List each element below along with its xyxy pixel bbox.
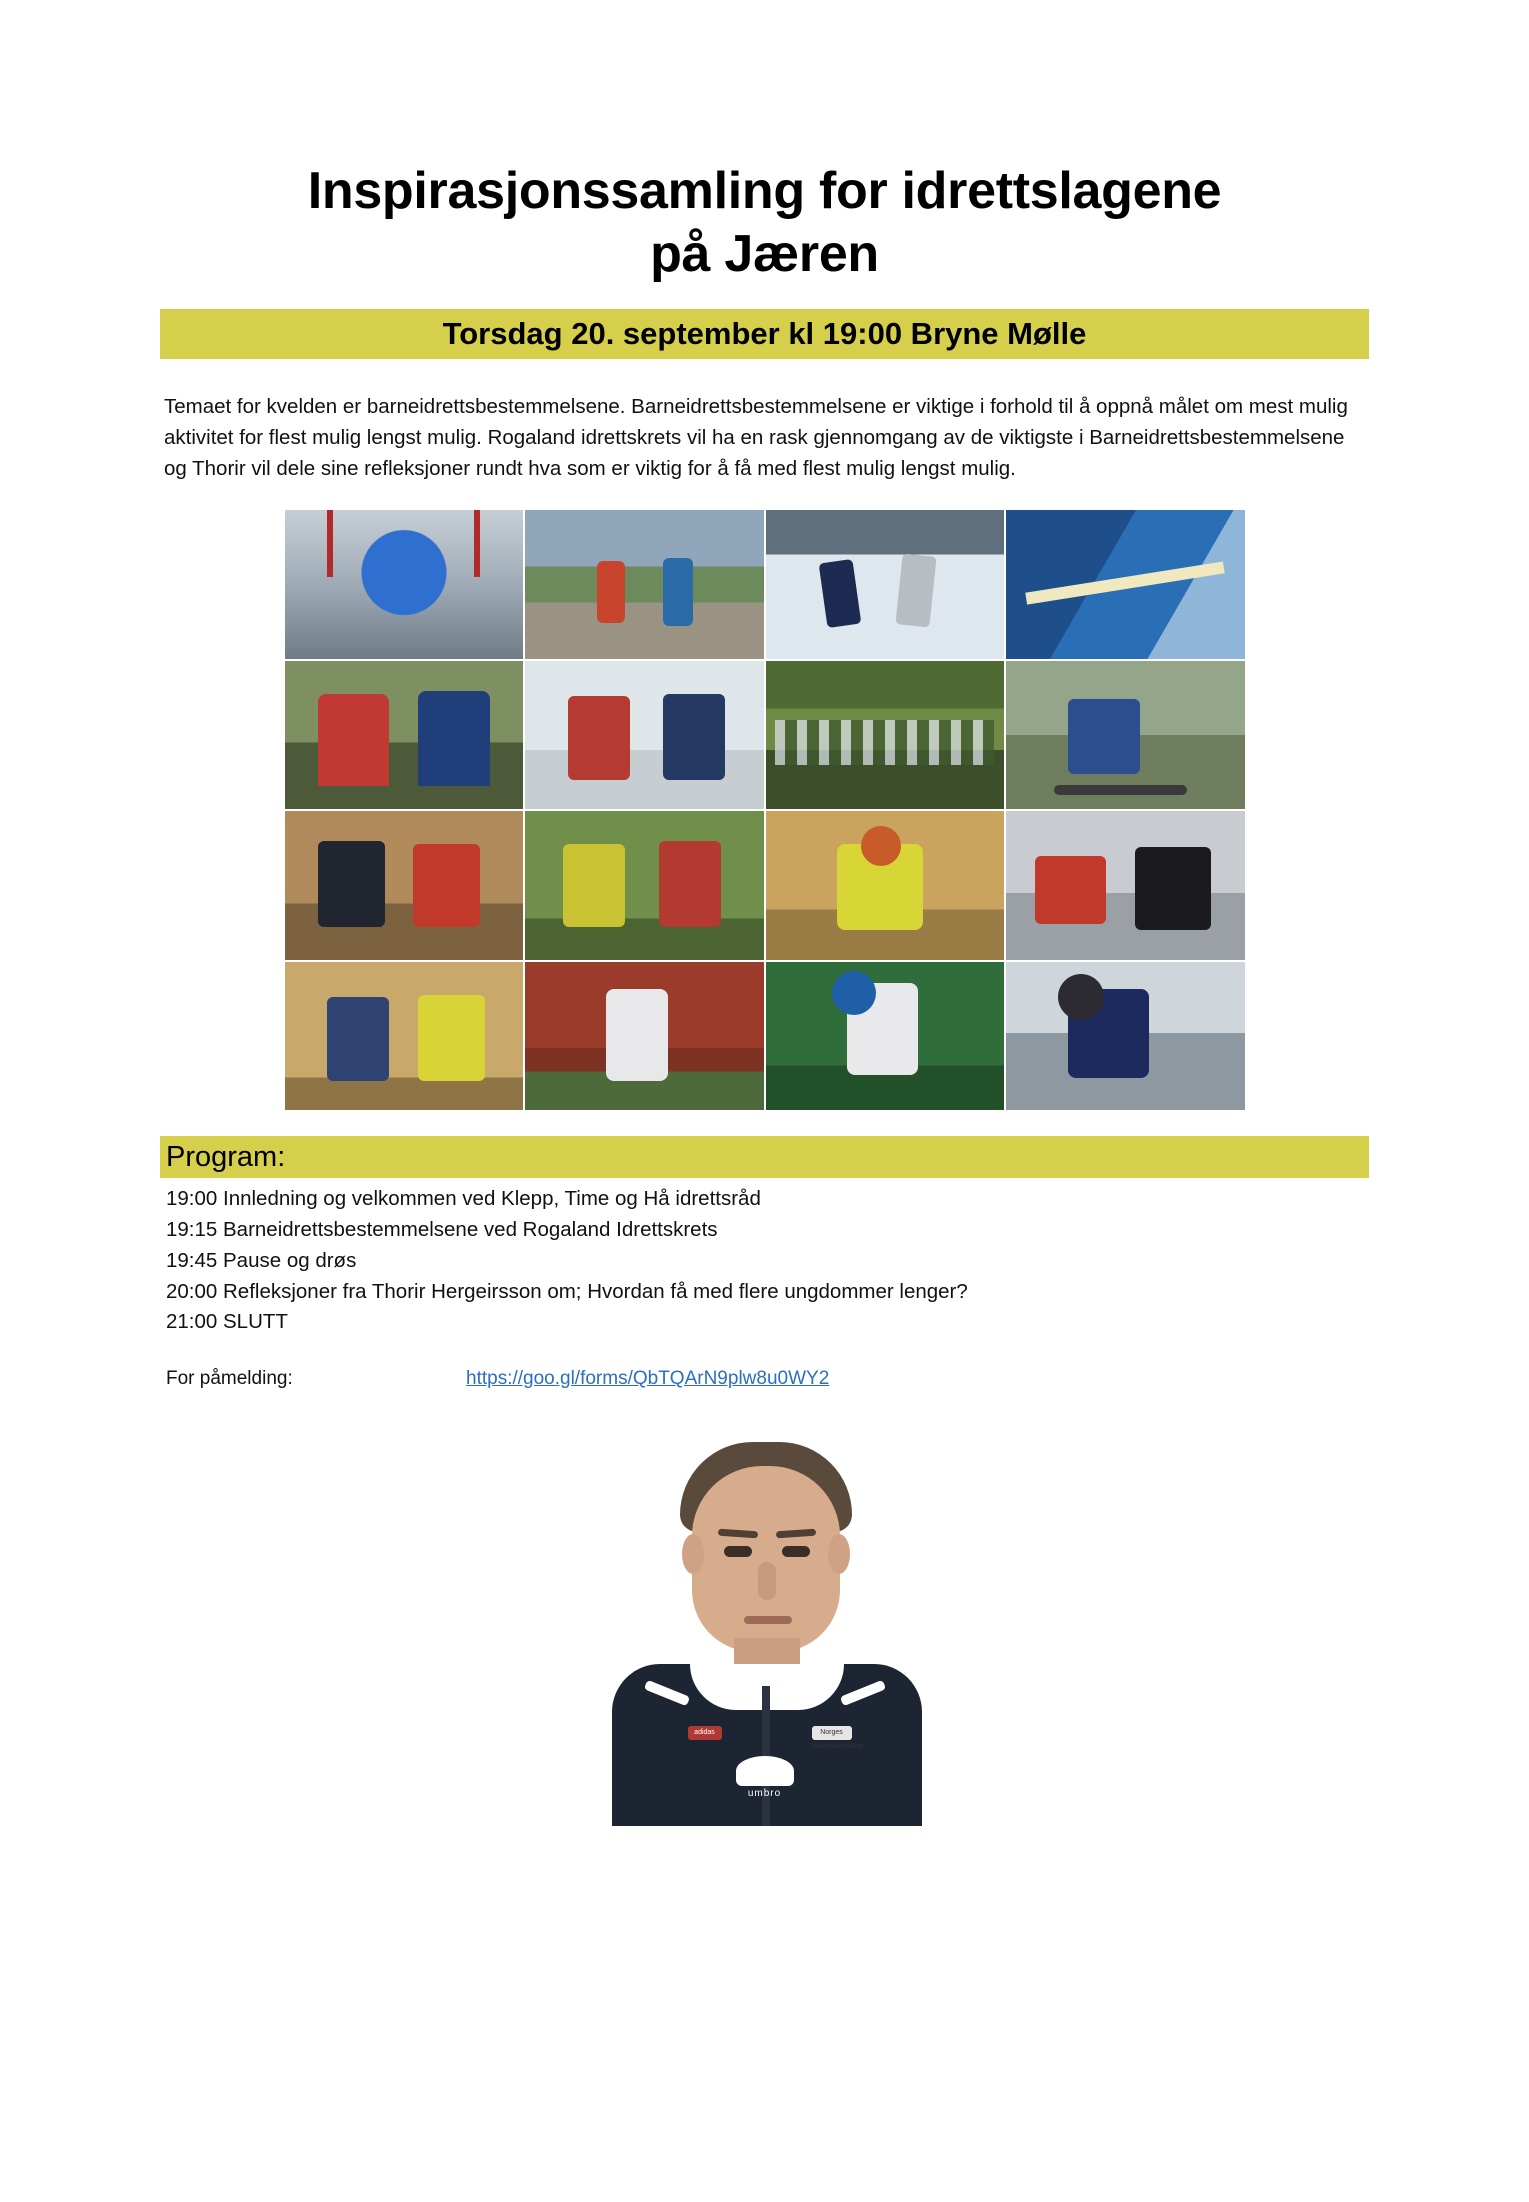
portrait-badge-right: Norges Håndballforbund <box>812 1726 852 1740</box>
title-line-2: på Jæren <box>650 225 879 284</box>
collage-tile-shooting-range <box>1006 811 1245 960</box>
page-title <box>160 0 1369 287</box>
collage-tile-basketball-kids <box>285 811 524 960</box>
collage-tile-figure-skating <box>766 962 1005 1111</box>
collage-container <box>160 510 1369 1110</box>
portrait-badge-left: adidas <box>688 1726 722 1740</box>
collage-tile-young-orienteers <box>285 661 524 810</box>
collage-tile-gymnastics-rings <box>285 510 524 659</box>
portrait-face <box>692 1466 840 1652</box>
event-banner-text: Torsdag 20. september kl 19:00 Bryne Mølle <box>442 315 1087 351</box>
portrait-eye-left <box>724 1546 752 1557</box>
signup-link[interactable]: https://goo.gl/forms/QbTQArN9plw8u0WY2 <box>466 1368 830 1390</box>
intro-paragraph: Temaet for kvelden er barneidrettsbestemmelsene. Barneidrettsbestemmelsene er viktige i forhold til å oppnå målet om mest mulig aktivitet for flest mulig lengst mulig. Rogaland idrettskrets vil ha en rask gjennomgang av de viktigste i Barneidrettsbestemmelsene og Thorir vil dele sine refleksjoner rundt hva som er viktig for å få med flest mulig lengst mulig. <box>164 394 1348 481</box>
program-item: 19:00 Innledning og velkommen ved Klepp, Time og Hå idrettsråd <box>166 1187 761 1211</box>
portrait-ear-right <box>828 1534 850 1574</box>
signup-row <box>160 1368 1369 1390</box>
program-heading: Program: <box>166 1140 286 1173</box>
sports-collage-image <box>285 510 1245 1110</box>
collage-tile-cross-country-race-field <box>766 661 1005 810</box>
collage-tile-trail-running-group <box>525 510 764 659</box>
portrait-ear-left <box>682 1534 704 1574</box>
program-item: 19:15 Barneidrettsbestemmelsene ved Rogaland Idrettskrets <box>166 1218 718 1242</box>
collage-tile-mountain-biking <box>1006 661 1245 810</box>
collage-tile-ice-hockey-players <box>766 510 1005 659</box>
portrait-nose <box>758 1562 776 1600</box>
program-list <box>160 1184 1369 1338</box>
event-banner <box>160 309 1369 359</box>
collage-tile-cross-country-skiing-kids <box>525 661 764 810</box>
portrait-brand-text: umbro <box>747 1788 782 1800</box>
collage-tile-floorball-kids <box>285 962 524 1111</box>
portrait-mouth <box>744 1616 792 1624</box>
portrait-eye-right <box>782 1546 810 1557</box>
program-item: 19:45 Pause og drøs <box>166 1248 357 1272</box>
signup-label: For påmelding: <box>166 1368 293 1390</box>
collage-tile-football-kids <box>525 811 764 960</box>
umbro-logo-icon <box>736 1756 794 1786</box>
collage-tile-mass-start-runners <box>1006 510 1245 659</box>
program-item: 20:00 Refleksjoner fra Thorir Hergeirsson om; Hvordan få med flere ungdommer lenger? <box>166 1279 968 1303</box>
program-item: 21:00 SLUTT <box>166 1310 288 1334</box>
speaker-portrait-image <box>540 1426 990 1826</box>
collage-tile-handball-player <box>766 811 1005 960</box>
collage-tile-alpine-skier <box>1006 962 1245 1111</box>
collage-tile-track-sprinting <box>525 962 764 1111</box>
title-line-1: Inspirasjonssamling for idrettslagene <box>307 162 1222 220</box>
program-heading-banner <box>160 1136 1369 1178</box>
portrait-container <box>160 1426 1369 1826</box>
